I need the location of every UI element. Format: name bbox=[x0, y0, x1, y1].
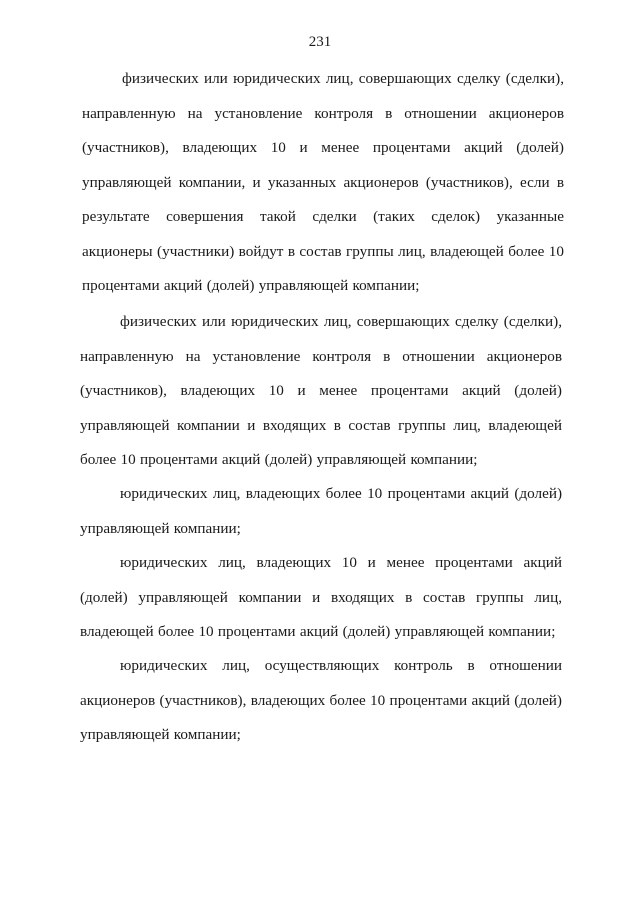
page-number: 231 bbox=[308, 34, 332, 50]
paragraph-1: физических или юридических лиц, совершающих сделку (сделки), направленную на установление контроля в отношении акционеров (участников), владеющих 10 и менее процентами акций (долей) управляющей компании, и указанных акционеров (участников), если в результате совершения такой сделки (таких сделок) указанные акционеры (участники) войдут в состав группы лиц, владеющей более 10 процентами акций (долей) управляющей компании; bbox=[82, 70, 564, 294]
paragraph-3: юридических лиц, владеющих более 10 процентами акций (долей) управляющей компании; bbox=[80, 485, 562, 537]
paragraph-2: физических или юридических лиц, совершающих сделку (сделки), направленную на установление контроля в отношении акционеров (участников), владеющих 10 и менее процентами акций (долей) управляющей компании и входящих в состав группы лиц, владеющей более 10 процентами акций (долей) управляющей компании; bbox=[80, 313, 562, 468]
paragraph-4: юридических лиц, владеющих 10 и менее процентами акций (долей) управляющей компании и входящих в состав группы лиц, владеющей более 10 процентами акций (долей) управляющей компании; bbox=[80, 554, 562, 640]
paragraph-5: юридических лиц, осуществляющих контроль в отношении акционеров (участников), владеющих более 10 процентами акций (долей) управляющей компании; bbox=[80, 657, 562, 743]
